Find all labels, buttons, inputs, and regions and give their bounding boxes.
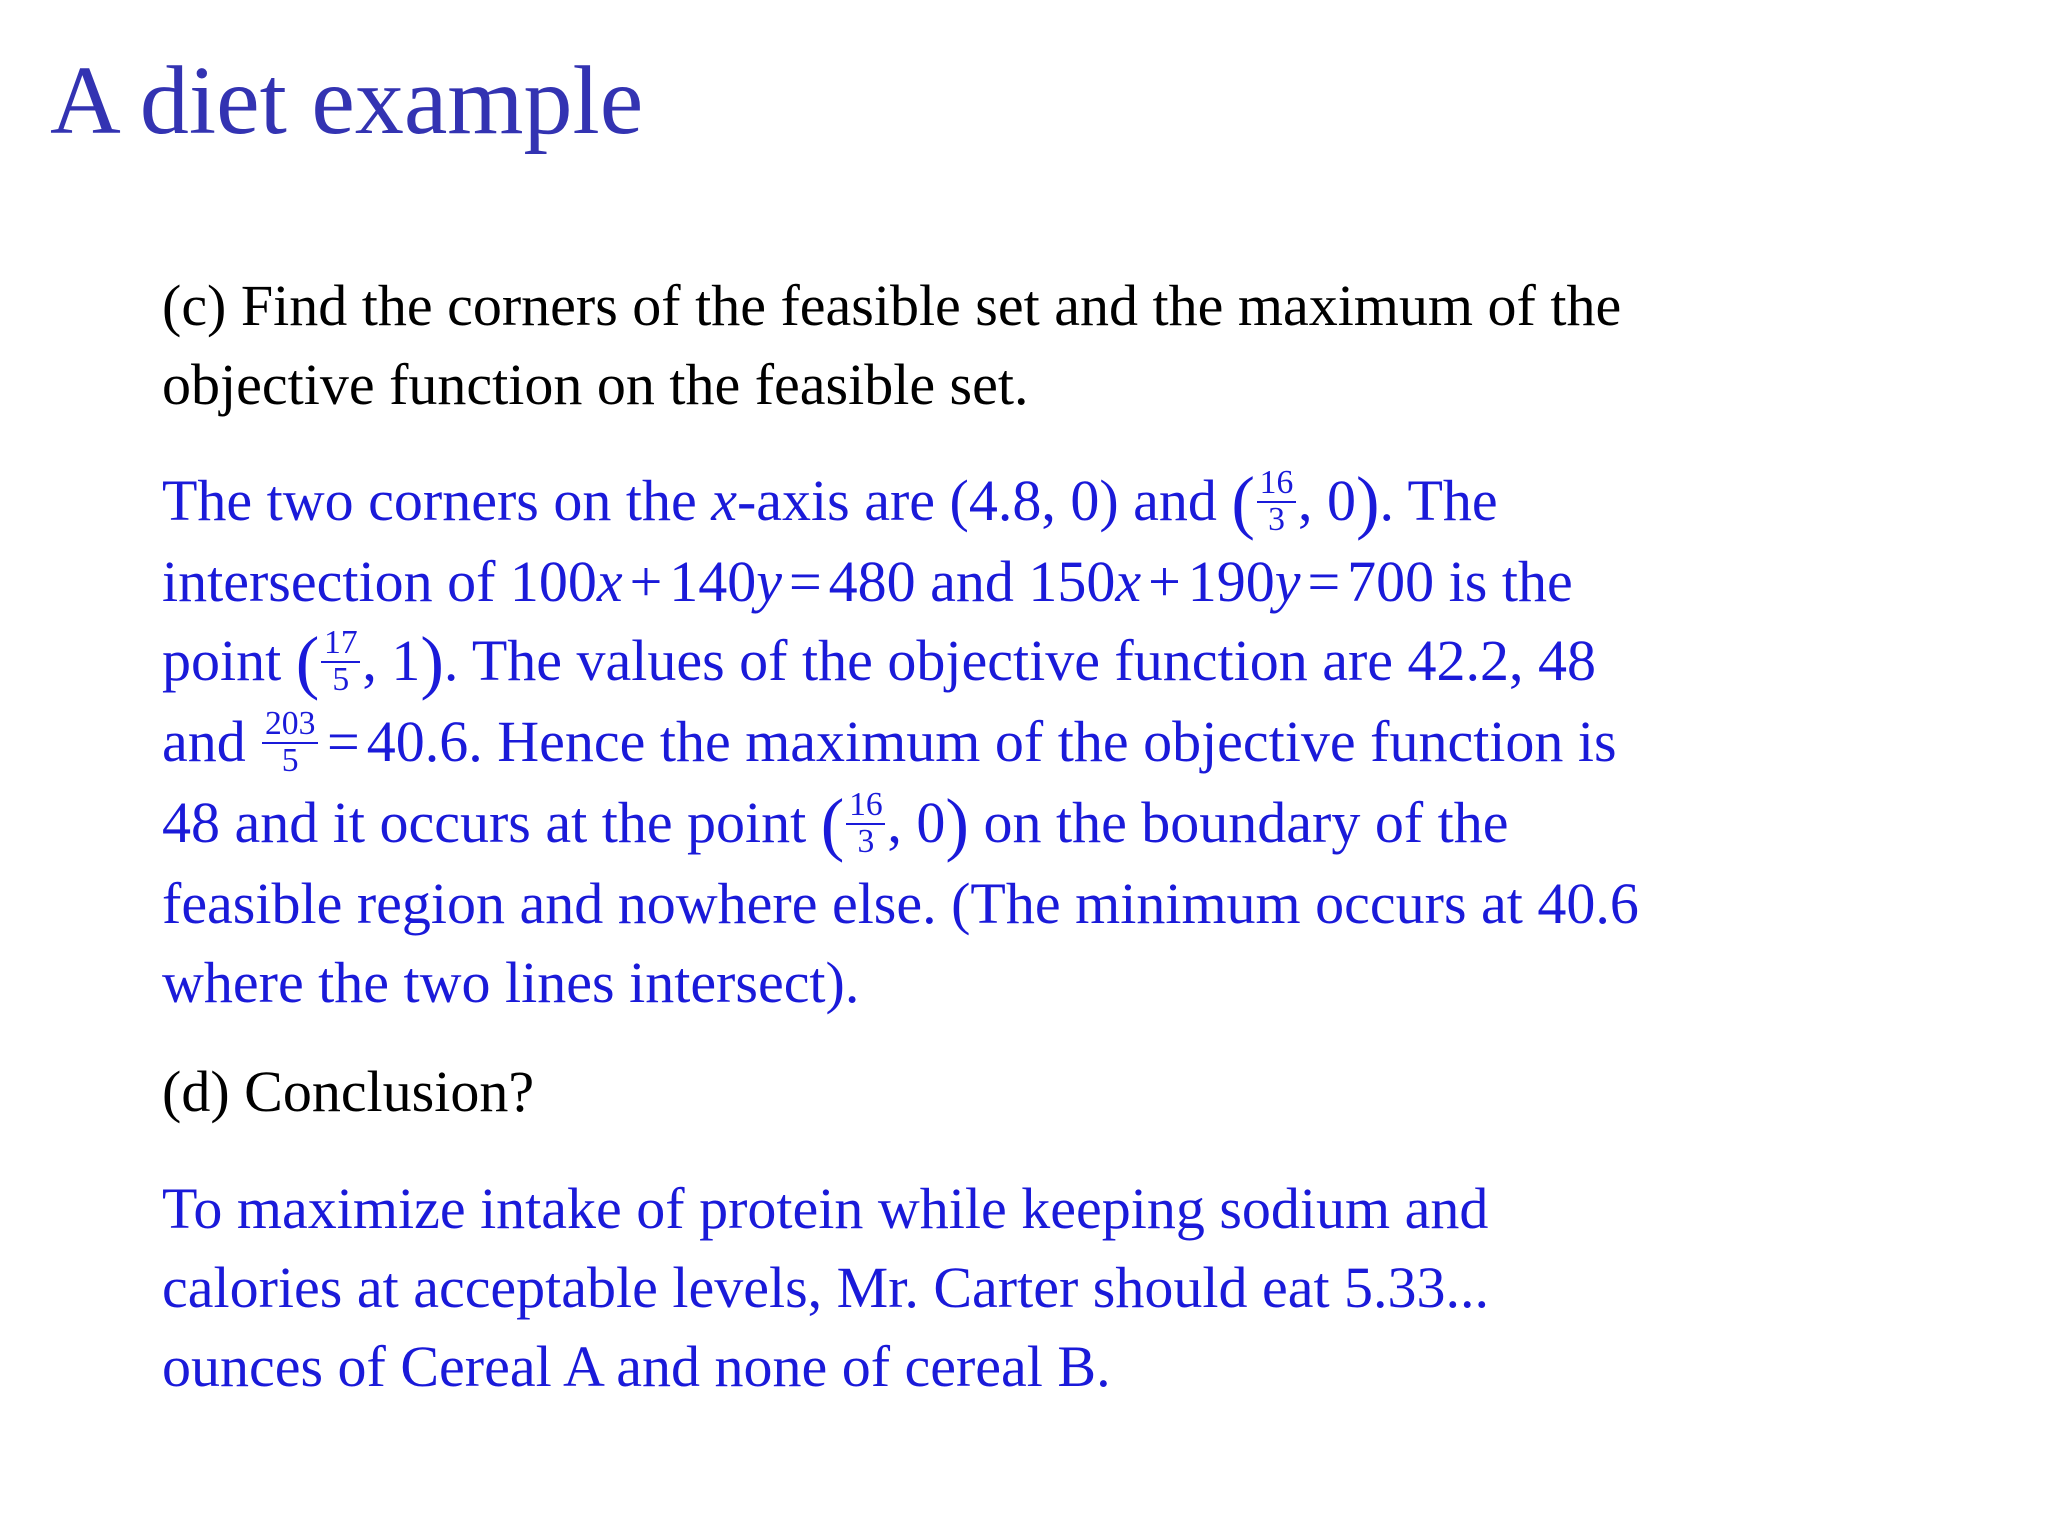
- answer-c-text: point: [162, 628, 296, 693]
- answer-c: [162, 461, 1922, 1022]
- answer-d-line3: ounces of Cereal A and none of cereal B.: [162, 1334, 1111, 1399]
- question-c: [162, 266, 1922, 424]
- question-d: [162, 1052, 1922, 1131]
- fraction-numerator: 16: [846, 788, 885, 824]
- fraction-numerator: 203: [262, 707, 318, 743]
- paren-open: (: [1231, 463, 1255, 542]
- question-d-text: (d) Conclusion?: [162, 1059, 535, 1124]
- question-c-line1: (c) Find the corners of the feasible set and the maximum of the: [162, 273, 1622, 338]
- answer-c-text: , 1: [362, 628, 421, 693]
- paren-close: ): [945, 785, 969, 864]
- math-op-equals: =: [327, 709, 360, 774]
- slide-title: A diet example: [50, 47, 644, 155]
- math-op-plus: +: [629, 549, 663, 614]
- answer-c-text: 40.6. Hence the maximum of the objective function is: [366, 709, 1617, 774]
- answer-c-text: . The values of the objective function are 42.2, 48: [443, 628, 1597, 693]
- math-op-equals: =: [1307, 549, 1341, 614]
- answer-c-text: 700 is the: [1347, 549, 1573, 614]
- fraction-16-3: [846, 788, 885, 859]
- answer-c-text: The two corners on the: [162, 468, 712, 533]
- question-c-line2: objective function on the feasible set.: [162, 352, 1029, 417]
- math-var-y: y: [756, 549, 783, 614]
- fraction-denominator: 3: [1268, 501, 1285, 539]
- answer-d-line1: To maximize intake of protein while keeping sodium and: [162, 1176, 1489, 1241]
- answer-c-text: on the boundary of the: [968, 790, 1509, 855]
- paren-close: ): [1355, 463, 1380, 542]
- math-var-y: y: [1274, 549, 1301, 614]
- answer-c-text: intersection of 100: [162, 549, 597, 614]
- answer-c-text: where the two lines intersect).: [162, 950, 860, 1015]
- answer-c-text: . The: [1379, 468, 1498, 533]
- answer-c-text: 48 and it occurs at the point: [162, 790, 821, 855]
- fraction-203-5: [262, 707, 318, 778]
- answer-c-text: feasible region and nowhere else. (The minimum occurs at 40.6: [162, 871, 1639, 936]
- math-op-plus: +: [1148, 549, 1181, 614]
- answer-d: [162, 1169, 1922, 1406]
- answer-c-text: -axis are (4.8, 0) and: [736, 468, 1232, 533]
- fraction-denominator: 5: [281, 742, 299, 780]
- slide-content: [162, 266, 1922, 1406]
- fraction-17-5: [321, 626, 360, 697]
- fraction-numerator: 16: [1257, 466, 1296, 502]
- answer-c-text: and: [162, 709, 261, 774]
- paren-open: (: [820, 785, 845, 864]
- paren-open: (: [295, 623, 320, 702]
- math-var-x: x: [711, 468, 737, 533]
- fraction-numerator: 17: [321, 626, 360, 662]
- fraction-denominator: 3: [857, 823, 875, 861]
- answer-c-text: , 0: [1297, 468, 1356, 533]
- answer-c-text: 190: [1187, 549, 1275, 614]
- answer-c-text: 480 and 150: [828, 549, 1116, 614]
- math-var-x: x: [596, 549, 623, 614]
- answer-c-text: 140: [669, 549, 757, 614]
- math-var-x: x: [1115, 549, 1142, 614]
- fraction-denominator: 5: [332, 661, 350, 699]
- fraction-16-3: [1257, 466, 1296, 537]
- paren-close: ): [420, 623, 444, 702]
- answer-d-line2: calories at acceptable levels, Mr. Carter should eat 5.33...: [162, 1255, 1490, 1320]
- answer-c-text: , 0: [887, 790, 946, 855]
- math-op-equals: =: [788, 549, 822, 614]
